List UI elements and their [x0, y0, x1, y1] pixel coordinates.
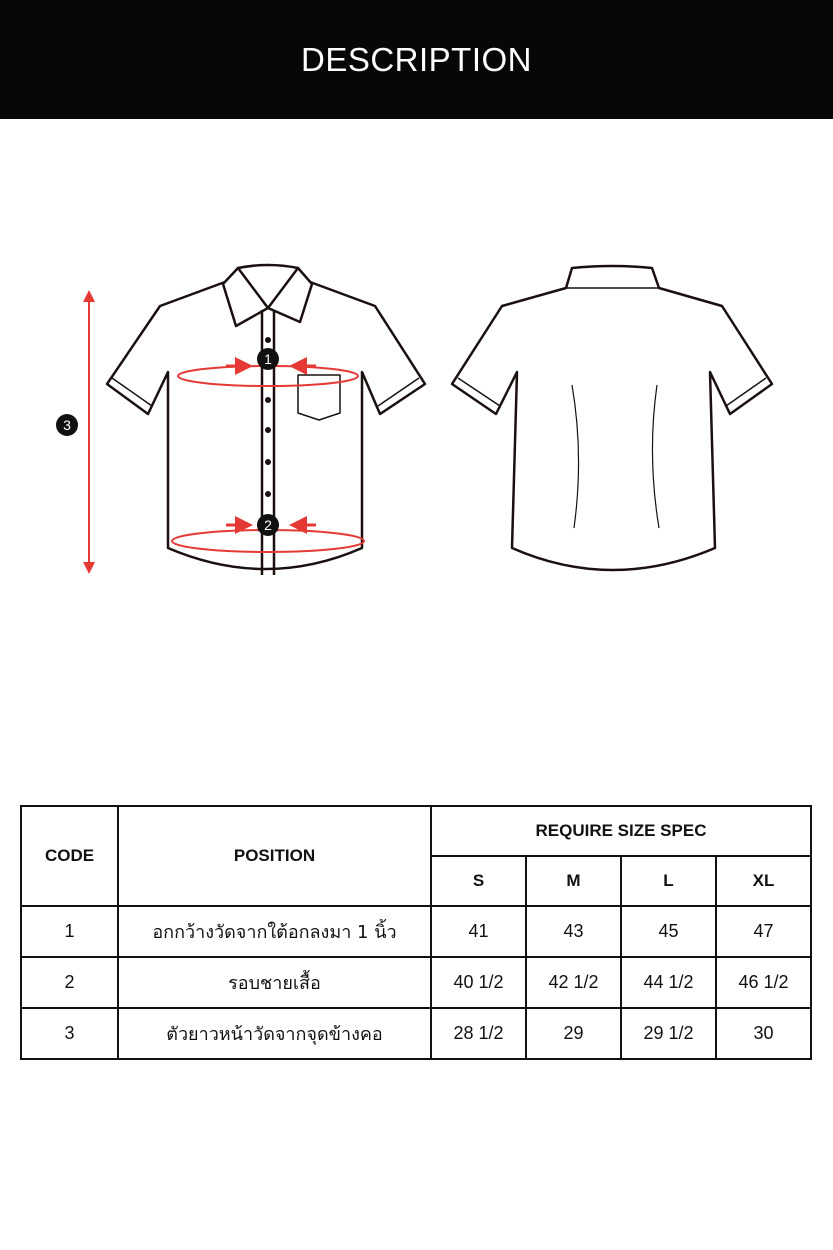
back-shirt-drawing: [452, 266, 772, 570]
table-row: [21, 906, 811, 957]
svg-text:1: 1: [264, 351, 272, 367]
position-header: POSITION: [118, 806, 431, 906]
size-header-s: S: [431, 856, 526, 906]
size-header-m: M: [526, 856, 621, 906]
row-value-s: 40 1/2: [431, 957, 526, 1008]
row-position: ตัวยาวหน้าวัดจากจุดข้างคอ: [118, 1008, 431, 1059]
row-code: 3: [21, 1008, 118, 1059]
svg-text:2: 2: [264, 517, 272, 533]
code-header: CODE: [21, 806, 118, 906]
row-value-l: 45: [621, 906, 716, 957]
page-title: DESCRIPTION: [300, 40, 533, 78]
row-value-m: 43: [526, 906, 621, 957]
size-header-xl: XL: [716, 856, 811, 906]
row-value-xl: 30: [716, 1008, 811, 1059]
row-code: 1: [21, 906, 118, 957]
size-header-l: L: [621, 856, 716, 906]
marker-1: [257, 348, 279, 370]
row-position: รอบชายเสื้อ: [118, 957, 431, 1008]
svg-text:3: 3: [63, 417, 71, 433]
shirt-diagram: [0, 240, 833, 600]
spec-header: REQUIRE SIZE SPEC: [431, 806, 811, 856]
marker-3: [56, 414, 78, 436]
row-value-xl: 46 1/2: [716, 957, 811, 1008]
size-spec-table: [20, 805, 812, 1060]
page-header: [0, 0, 833, 119]
row-value-m: 42 1/2: [526, 957, 621, 1008]
row-value-s: 28 1/2: [431, 1008, 526, 1059]
row-value-l: 29 1/2: [621, 1008, 716, 1059]
table-row: [21, 1008, 811, 1059]
row-code: 2: [21, 957, 118, 1008]
row-value-m: 29: [526, 1008, 621, 1059]
row-position: อกกว้างวัดจากใต้อกลงมา 1 นิ้ว: [118, 906, 431, 957]
marker-2: [257, 514, 279, 536]
row-value-s: 41: [431, 906, 526, 957]
row-value-l: 44 1/2: [621, 957, 716, 1008]
row-value-xl: 47: [716, 906, 811, 957]
table-row: [21, 957, 811, 1008]
